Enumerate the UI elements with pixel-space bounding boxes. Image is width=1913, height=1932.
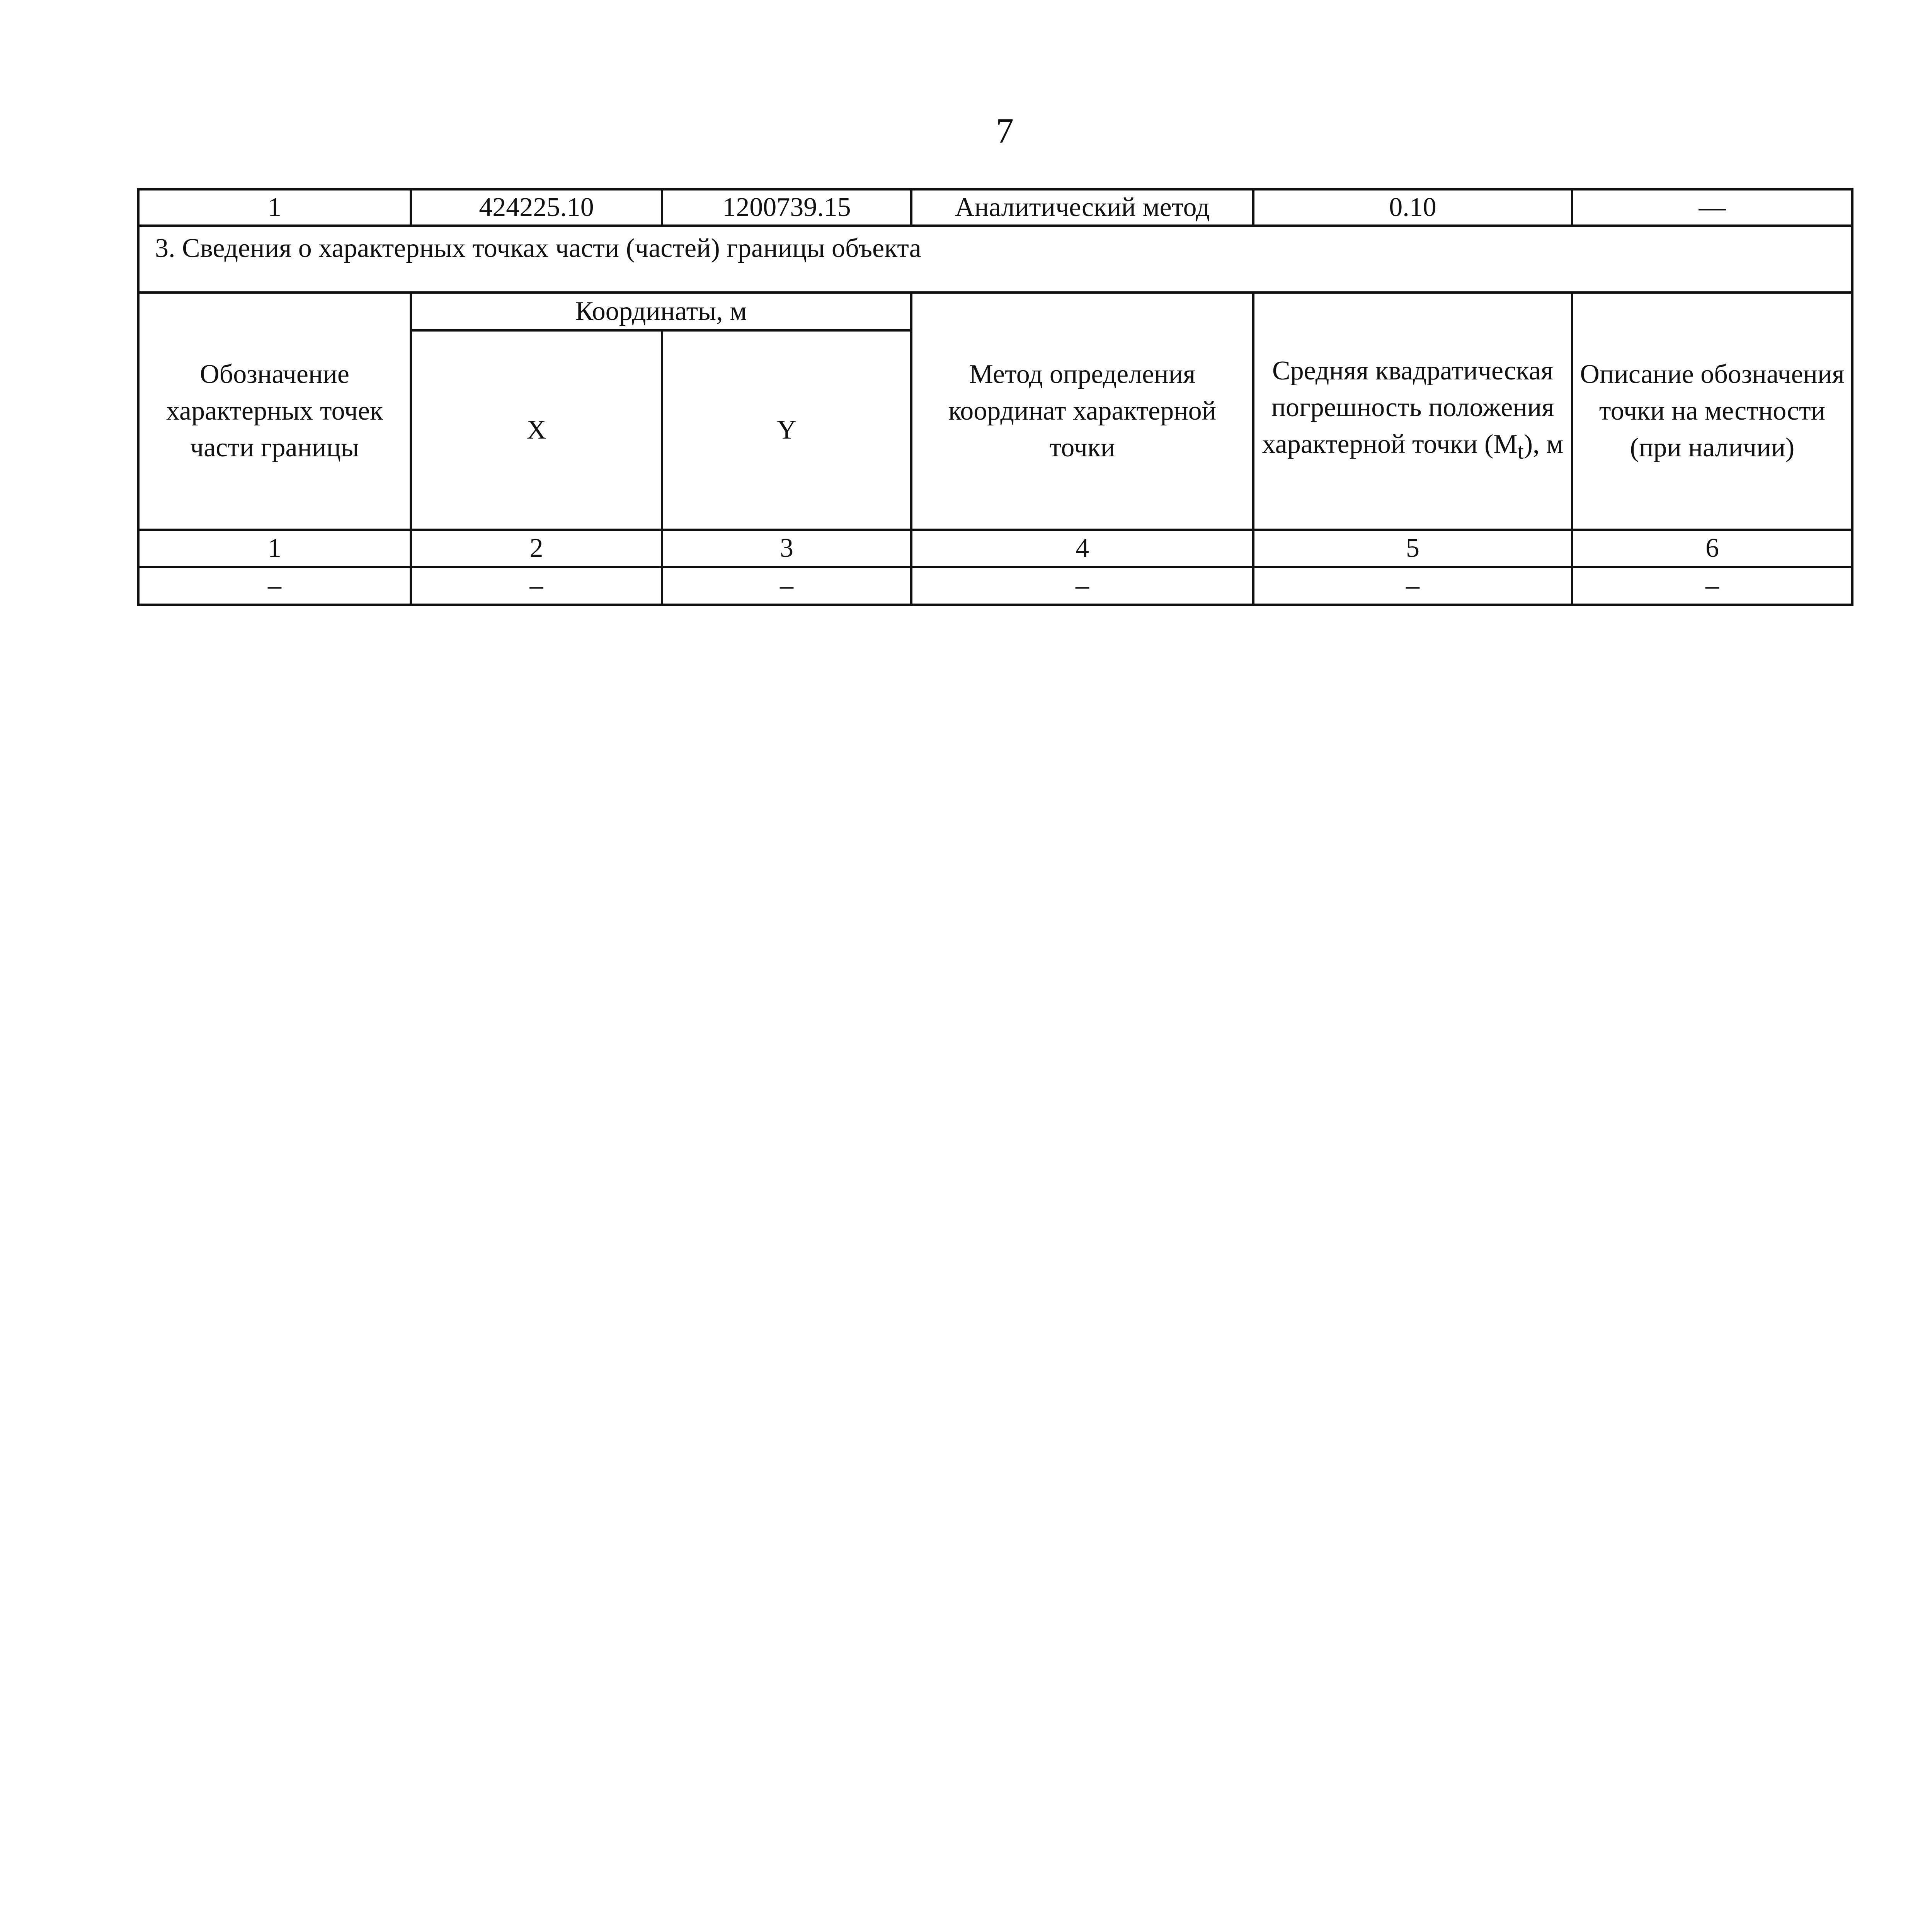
column-number: 5 xyxy=(1253,530,1572,567)
table-cell: – xyxy=(911,567,1253,605)
table-cell: – xyxy=(138,567,411,605)
column-number: 1 xyxy=(138,530,411,567)
column-number: 4 xyxy=(911,530,1253,567)
table-cell: – xyxy=(411,567,662,605)
header-error-text: Средняя квадратическая погрешность положения характерной точки (M xyxy=(1262,356,1554,459)
section-title: 3. Сведения о характерных точках части (частей) границы объекта xyxy=(138,226,1852,293)
header-error-subscript: t xyxy=(1517,439,1524,464)
table-cell: – xyxy=(1572,567,1852,605)
table-cell: — xyxy=(1572,189,1852,226)
column-number: 3 xyxy=(662,530,911,567)
table-cell: 424225.10 xyxy=(411,189,662,226)
header-method: Метод определения координат характерной точки xyxy=(911,293,1253,530)
table-cell: Аналитический метод xyxy=(911,189,1253,226)
header-error-unit: ), м xyxy=(1523,429,1564,459)
table-cell: 0.10 xyxy=(1253,189,1572,226)
column-number: 2 xyxy=(411,530,662,567)
section-title-row xyxy=(138,226,1852,293)
column-number: 6 xyxy=(1572,530,1852,567)
header-error xyxy=(1253,293,1572,530)
table-cell: 1200739.15 xyxy=(662,189,911,226)
header-coordinates: Координаты, м xyxy=(411,293,911,330)
header-row xyxy=(138,293,1852,330)
table-cell: – xyxy=(662,567,911,605)
header-designation: Обозначение характерных точек части границы xyxy=(138,293,411,530)
page-number: 7 xyxy=(996,111,1014,150)
table-row xyxy=(138,567,1852,605)
boundary-points-table xyxy=(137,188,1853,606)
table-row-previous xyxy=(138,189,1852,226)
header-description: Описание обозначения точки на местности (при наличии) xyxy=(1572,293,1852,530)
column-numbers-row xyxy=(138,530,1852,567)
table-cell: – xyxy=(1253,567,1572,605)
table-cell: 1 xyxy=(138,189,411,226)
header-y: Y xyxy=(662,330,911,530)
header-x: X xyxy=(411,330,662,530)
